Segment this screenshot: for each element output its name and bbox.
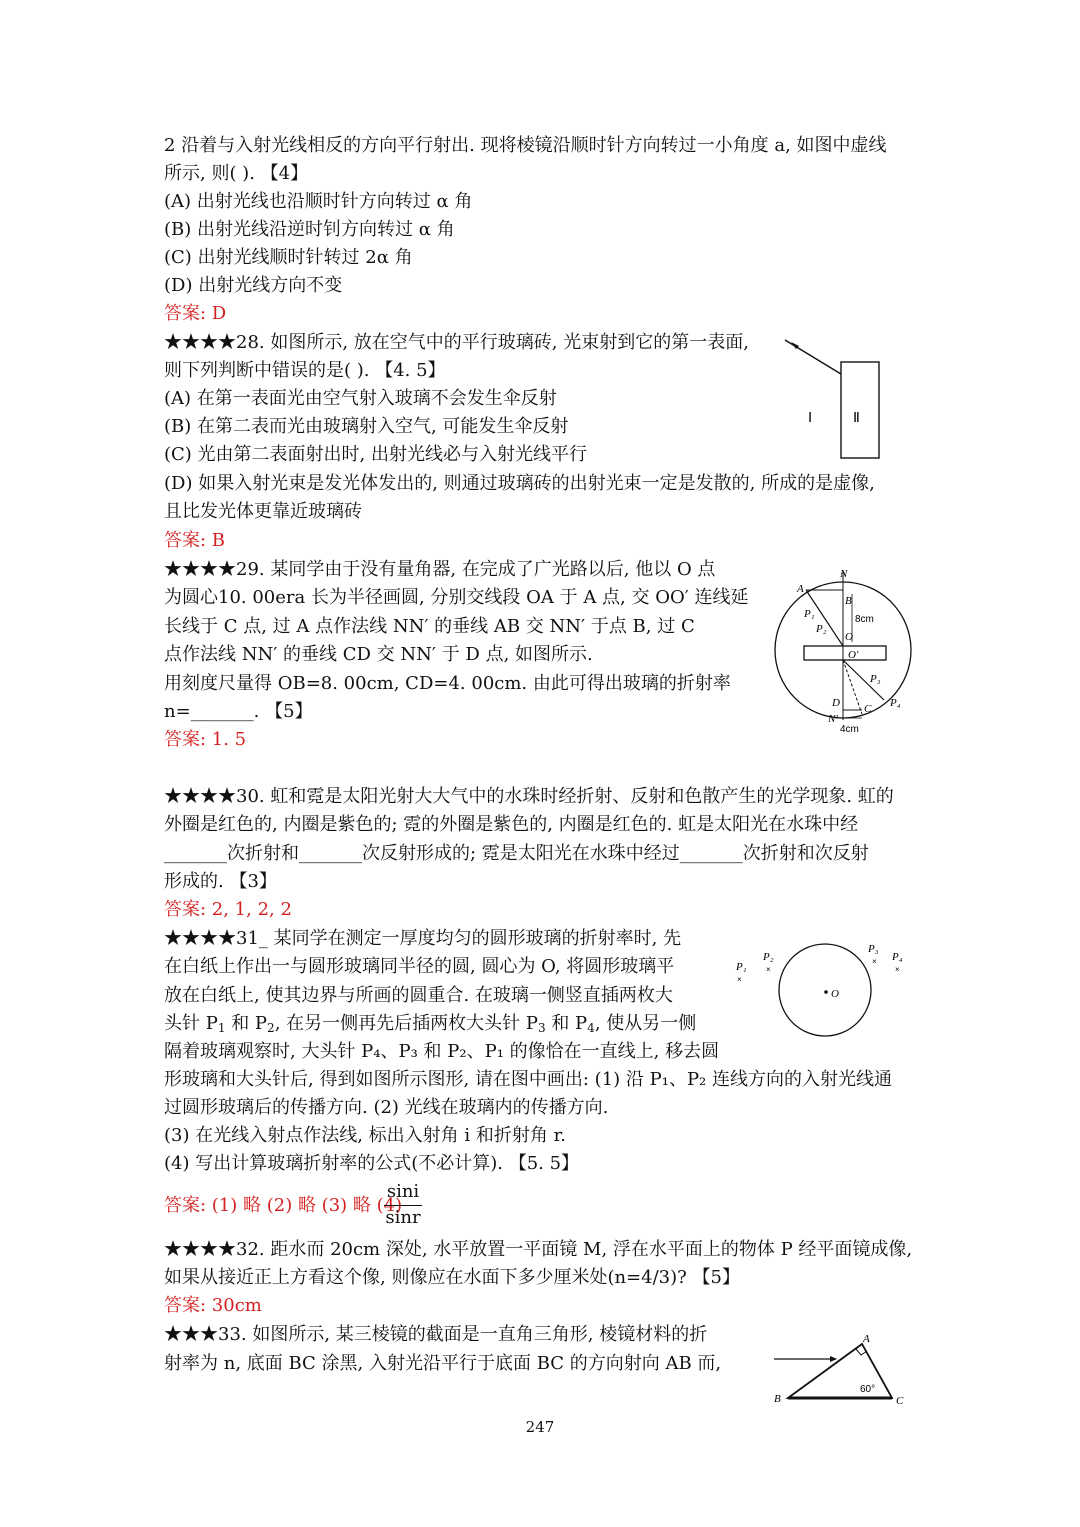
q31-sub: 1	[217, 1021, 226, 1035]
q32-line-1: ★★★★32. 距水而 20cm 深处, 水平放置一平面镜 M, 浮在水平面上的物体 P 经平面镜成像,	[164, 1239, 913, 1260]
q27-option-b: (B) 出射光线沿逆时钊方向转过 α 角	[164, 219, 455, 240]
q32-answer: 答案: 30cm	[164, 1295, 262, 1316]
q27-option-d: (D) 出射光线方向不变	[164, 275, 343, 296]
q32-line-2: 如果从接近正上方看这个像, 则像应在水面下多少厘米处(n=4/3)? 【5】	[164, 1267, 740, 1288]
q30-line-1: ★★★★30. 虹和霓是太阳光射大大气中的水珠时经折射、反射和色散产生的光学现象. 虹的	[164, 786, 894, 807]
q31-sub: 2	[267, 1021, 275, 1035]
region-label-1: Ⅰ	[808, 411, 813, 426]
label-d: D	[832, 697, 840, 709]
label-4cm: 4cm	[840, 724, 859, 735]
label-p2: P₂	[763, 951, 774, 963]
q31-seg: 和 P	[225, 1013, 268, 1034]
q31-line-9: (4) 写出计算玻璃折射率的公式(不必计算). 【5. 5】	[164, 1153, 580, 1174]
label-p1: P₁	[736, 961, 747, 973]
q28-option-c: (C) 光由第二表面射出时, 出射光线必与入射光线平行	[164, 444, 587, 465]
q27-line-2: 所示, 则( ). 【4】	[164, 163, 309, 184]
glass-slab-figure	[775, 330, 890, 465]
q31-answer: 答案: (1) 略 (2) 略 (3) 略 (4)	[164, 1195, 403, 1216]
q30-answer: 答案: 2, 1, 2, 2	[164, 899, 292, 920]
prism-figure	[770, 1328, 915, 1410]
q30-line-4: 形成的. 【3】	[164, 871, 277, 892]
q27-option-c: (C) 出射光线顺时针转过 2α 角	[164, 247, 413, 268]
q30-line-2: 外圈是红色的, 内圈是紫色的; 霓的外圈是紫色的, 内圈是红色的. 虹是太阳光在水珠中经	[164, 814, 859, 835]
page-number: 247	[525, 1418, 555, 1436]
q28-option-d-cont: 且比发光体更靠近玻璃砖	[164, 501, 362, 522]
q28-line-2: 则下列判断中错误的是( ). 【4. 5】	[164, 360, 446, 381]
fraction-denominator: sinr	[385, 1207, 421, 1228]
q29-line-1: ★★★★29. 某同学由于没有量角器, 在完成了广光路以后, 他以 O 点	[164, 559, 716, 580]
q28-answer: 答案: B	[164, 530, 226, 551]
refraction-circle-figure	[770, 562, 920, 740]
glass-block	[804, 646, 886, 660]
center-point	[824, 990, 828, 994]
q29-line-4: 点作法线 NN′ 的垂线 CD 交 NN′ 于 D 点, 如图所示.	[164, 644, 593, 665]
q27-line-1: 2 沿着与入射光线相反的方向平行射出. 现将棱镜沿顺时针方向转过一小角度 a, 如图中虚线	[164, 135, 887, 156]
q33-line-2: 射率为 n, 底面 BC 涂黑, 入射光沿平行于底面 BC 的方向射向 AB 而,	[164, 1353, 722, 1374]
region-label-2: Ⅱ	[853, 411, 860, 426]
q28-option-b: (B) 在第二表而光由玻璃射入空气, 可能发生伞反射	[164, 416, 569, 437]
q31-line-1: ★★★★31_ 某同学在测定一厚度均匀的圆形玻璃的折射率时, 先	[164, 928, 682, 949]
q31-seg: 和 P	[545, 1013, 588, 1034]
q31-line-5: 隔着玻璃观察时, 大头针 P₄、P₃ 和 P₂、P₁ 的像恰在一直线上, 移去圆	[164, 1041, 720, 1062]
label-p4: P₄	[890, 697, 901, 709]
circular-glass-figure	[728, 940, 918, 1040]
q27-answer: 答案: D	[164, 303, 227, 324]
label-o: O	[831, 988, 839, 1000]
fraction-numerator: sini	[384, 1180, 422, 1206]
pin-mark: ×	[895, 965, 900, 974]
q29-answer: 答案: 1. 5	[164, 729, 247, 750]
label-a: A	[797, 583, 804, 595]
glass-circle	[779, 944, 871, 1036]
label-a: A	[863, 1333, 870, 1345]
q31-line-6: 形玻璃和大头针后, 得到如图所示图形, 请在图中画出: (1) 沿 P₁、P₂ 连线方向的入射光线通	[164, 1069, 892, 1090]
label-p3: P₃	[868, 943, 879, 955]
q33-line-1: ★★★33. 如图所示, 某三棱镜的截面是一直角三角形, 棱镜材料的折	[164, 1324, 708, 1345]
label-c: C	[896, 1395, 904, 1407]
label-p1: P₁	[804, 608, 815, 620]
q31-line-2: 在白纸上作出一与圆形玻璃同半径的圆, 圆心为 O, 将圆形玻璃平	[164, 956, 675, 977]
q31-seg: , 使从另一侧	[594, 1013, 697, 1034]
label-p2: P₂	[816, 623, 827, 635]
q29-line-5: 用刻度尺量得 OB=8. 00cm, CD=4. 00cm. 由此可得出玻璃的折射率	[164, 673, 731, 694]
q31-sub: 4	[587, 1021, 595, 1035]
label-p4: P₄	[892, 951, 903, 963]
q28-option-d: (D) 如果入射光束是发光体发出的, 则通过玻璃砖的出射光束一定是发散的, 所成的是虚像,	[164, 473, 875, 494]
glass-slab	[841, 362, 879, 458]
q30-line-3: _______次折射和_______次反射形成的; 霓是太阳光在水珠中经过_______次折射和次反射	[164, 843, 869, 864]
q29-line-2: 为圆心10. 00era 长为半径画圆, 分别交线段 OA 于 A 点, 交 OO′ 连线延	[164, 587, 749, 608]
label-n: N	[840, 568, 848, 580]
right-triangle-prism	[788, 1344, 892, 1398]
label-p3: P₃	[870, 673, 881, 685]
q31-sub: 3	[537, 1021, 546, 1035]
pin-mark: ×	[872, 957, 877, 966]
fraction-formula	[384, 1180, 422, 1230]
label-b: B	[845, 595, 852, 607]
extended-ray	[843, 660, 862, 714]
pin-mark: ×	[737, 975, 742, 984]
label-b: B	[774, 1393, 781, 1405]
q27-option-a: (A) 出射光线也沿顺时针方向转过 α 角	[164, 191, 473, 212]
label-c: C	[864, 703, 872, 715]
ray-arrow-icon	[830, 1356, 837, 1362]
q31-line-3: 放在白纸上, 使其边界与所画的圆重合. 在玻璃一侧竖直插两枚大	[164, 985, 673, 1006]
q28-option-a: (A) 在第一表面光由空气射入玻璃不会发生伞反射	[164, 388, 557, 409]
q29-line-3: 长线于 C 点, 过 A 点作法线 NN′ 的垂线 AB 交 NN′ 于点 B, 过 C	[164, 616, 695, 637]
label-n-prime: N′	[828, 713, 838, 725]
label-8cm: 8cm	[855, 614, 874, 625]
q31-line-8: (3) 在光线入射点作法线, 标出入射角 i 和折射角 r.	[164, 1125, 566, 1146]
q31-seg: 头针 P	[164, 1013, 218, 1034]
pin-mark: ×	[766, 965, 771, 974]
label-o: O	[845, 631, 853, 643]
q29-line-6: n=_______. 【5】	[164, 701, 313, 722]
q28-line-1: ★★★★28. 如图所示, 放在空气中的平行玻璃砖, 光束射到它的第一表面,	[164, 332, 749, 353]
q31-seg: , 在另一侧再先后插两枚大头针 P	[274, 1013, 538, 1034]
q31-line-7: 过圆形玻璃后的传播方向. (2) 光线在玻璃内的传播方向.	[164, 1097, 609, 1118]
label-60-degree: 60°	[860, 1384, 876, 1395]
label-o-prime: O′	[848, 649, 859, 661]
